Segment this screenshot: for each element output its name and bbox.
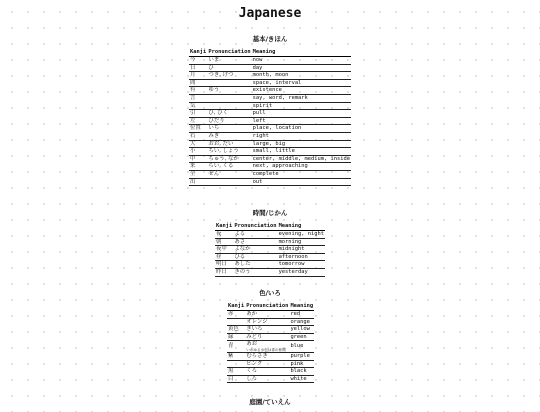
table-row: [227, 341, 314, 353]
kanji-cell: 日: [189, 64, 207, 72]
section-heading: 時間/じかん: [252, 209, 288, 217]
pronunciation-cell: [207, 79, 251, 87]
pronunciation-text: つき, げつ: [208, 72, 234, 79]
meaning-cell: left: [252, 117, 351, 125]
table-row: [189, 125, 351, 133]
meaning-cell: black: [289, 368, 314, 376]
pronunciation-cell: [207, 110, 251, 118]
meaning-cell: space, interval: [252, 79, 351, 87]
kanji-cell: 出: [189, 178, 207, 186]
table-row: [215, 231, 325, 239]
kanji-cell: 位置: [189, 125, 207, 133]
pronunciation-note: いわゆる水色は青の仲間: [246, 347, 286, 352]
table-row: [189, 132, 351, 140]
kanji-cell: 言: [189, 94, 207, 102]
section-heading: 色/いろ: [259, 289, 281, 297]
pronunciation-text: ちい, しょう: [208, 148, 239, 155]
meaning-cell: pull: [252, 110, 351, 118]
pronunciation-cell: [207, 102, 251, 110]
kanji-cell: 有: [189, 87, 207, 95]
table-row: [227, 375, 314, 383]
section-colors: [227, 288, 314, 383]
vocab-table: [189, 49, 351, 186]
kanji-cell: [227, 360, 245, 368]
meaning-cell: large, big: [252, 140, 351, 148]
pronunciation-cell: [233, 231, 277, 239]
table-row: [189, 102, 351, 110]
meaning-cell: now: [252, 57, 351, 65]
meaning-cell: complete: [252, 170, 351, 178]
table-row: [215, 246, 325, 254]
meaning-cell: out: [252, 178, 351, 186]
table-row: [189, 117, 351, 125]
header-pronunciation: Pronunciation: [234, 223, 277, 229]
kanji-cell: 緑: [227, 333, 245, 341]
pronunciation-cell: [245, 360, 289, 368]
pronunciation-cell: [207, 148, 251, 156]
vocab-table: [215, 223, 325, 277]
pronunciation-cell: [233, 268, 277, 276]
pronunciation-cell: [207, 163, 251, 171]
table-row: [189, 148, 351, 156]
table-header-row: [215, 223, 325, 231]
kanji-cell: 気: [189, 102, 207, 110]
kanji-cell: 白: [227, 375, 245, 383]
header-meaning: Meaning: [278, 223, 325, 231]
kanji-cell: 明日: [215, 261, 233, 269]
meaning-cell: existence: [252, 87, 351, 95]
meaning-cell: midnight: [278, 246, 325, 254]
table-row: [189, 163, 351, 171]
kanji-cell: 小: [189, 148, 207, 156]
meaning-cell: evening, night: [278, 231, 324, 237]
kanji-cell: 引: [189, 110, 207, 118]
meaning-cell: orange: [289, 318, 314, 326]
pronunciation-cell: [245, 375, 289, 383]
pronunciation-text: あした: [234, 261, 251, 268]
table-header-row: [227, 303, 314, 311]
pronunciation-cell: [207, 155, 251, 163]
table-row: [227, 360, 314, 368]
meaning-cell: purple: [289, 352, 314, 360]
table-row: [227, 333, 314, 341]
pronunciation-text: よる: [234, 231, 246, 237]
pronunciation-cell: [245, 352, 289, 360]
pronunciation-cell: [207, 57, 251, 65]
vocab-table: [227, 303, 314, 383]
pronunciation-text: らい, くる: [208, 163, 234, 170]
pronunciation-cell: [207, 72, 251, 80]
meaning-cell: red: [289, 311, 314, 319]
section-basics: [189, 34, 351, 186]
page-title: Japanese: [238, 6, 302, 21]
pronunciation-cell: [207, 64, 251, 72]
header-kanji: Kanji: [228, 303, 245, 309]
pronunciation-text: よなか: [234, 246, 251, 253]
kanji-cell: 黒: [227, 368, 245, 376]
pronunciation-text: あか: [246, 311, 258, 317]
meaning-cell: small, little: [252, 148, 351, 156]
meaning-cell: blue: [289, 341, 314, 353]
kanji-cell: 朝: [215, 238, 233, 246]
meaning-cell: yesterday: [278, 268, 325, 276]
meaning-cell: pink: [289, 360, 314, 368]
meaning-cell: afternoon: [278, 253, 325, 261]
meaning-cell: morning: [278, 238, 325, 246]
kanji-cell: 昼: [215, 253, 233, 261]
table-row: [227, 318, 314, 326]
pronunciation-cell: [245, 311, 289, 319]
pronunciation-text: ゆう: [208, 87, 220, 94]
pronunciation-cell: [245, 333, 289, 341]
header-meaning: Meaning: [290, 303, 314, 309]
kanji-cell: 黄色: [227, 326, 245, 334]
pronunciation-cell: [233, 261, 277, 269]
section-time: [215, 208, 325, 277]
pronunciation-cell: [207, 125, 251, 133]
kanji-cell: 赤: [227, 311, 245, 319]
pronunciation-text: ひる: [234, 253, 246, 260]
meaning-cell: yellow: [289, 326, 314, 334]
pronunciation-text: ひ, ひく: [208, 110, 229, 117]
pronunciation-cell: [207, 140, 251, 148]
table-row: [189, 94, 351, 102]
meaning-cell: say, word, remark: [252, 94, 351, 102]
pronunciation-text: ひ: [208, 64, 214, 71]
pronunciation-text: みどり: [246, 333, 263, 340]
kanji-cell: 中: [189, 155, 207, 163]
table-row: [189, 57, 351, 65]
meaning-cell: white: [289, 375, 314, 383]
pronunciation-text: きいろ: [246, 326, 263, 333]
pronunciation-text: ぜん: [208, 170, 220, 177]
kanji-cell: 左: [189, 117, 207, 125]
table-header-row: [189, 49, 351, 57]
kanji-cell: 来: [189, 163, 207, 171]
pronunciation-cell: [207, 117, 251, 125]
pronunciation-cell: [245, 341, 289, 353]
header-pronunciation: Pronunciation: [246, 303, 289, 309]
meaning-cell: next, approaching: [252, 163, 351, 171]
kanji-cell: 昨日: [215, 268, 233, 276]
pronunciation-text: あお: [246, 341, 258, 348]
meaning-cell: place, location: [252, 125, 351, 133]
meaning-cell: spirit: [252, 102, 351, 110]
pronunciation-text: ひだり: [208, 117, 225, 124]
meaning-cell: green: [289, 333, 314, 341]
kanji-cell: [227, 318, 245, 326]
pronunciation-text: いち: [208, 125, 220, 132]
pronunciation-cell: [207, 94, 251, 102]
pronunciation-text: いま: [208, 57, 220, 63]
pronunciation-cell: [245, 326, 289, 334]
table-row: [227, 311, 314, 319]
pronunciation-cell: [207, 178, 251, 186]
table-row: [215, 253, 325, 261]
meaning-cell: center, middle, medium, inside: [252, 155, 350, 162]
pronunciation-text: ちゅう, なか: [208, 155, 239, 162]
table-row: [189, 87, 351, 95]
kanji-cell: 右: [189, 132, 207, 140]
table-row: [189, 155, 351, 163]
kanji-cell: 紫: [227, 352, 245, 360]
pronunciation-cell: [245, 318, 289, 326]
pronunciation-cell: [207, 132, 251, 140]
pronunciation-text: しろ: [246, 375, 258, 382]
table-row: [189, 64, 351, 72]
table-row: [215, 261, 325, 269]
table-row: [189, 79, 351, 87]
pronunciation-text: オレンジ: [246, 318, 268, 325]
pronunciation-cell: [233, 246, 277, 254]
table-row: [215, 238, 325, 246]
table-row: [189, 178, 351, 186]
kanji-cell: 今: [189, 57, 207, 65]
pronunciation-text: ピンク: [246, 360, 263, 367]
pronunciation-cell: [233, 253, 277, 261]
pronunciation-text: みぎ: [208, 132, 220, 139]
kanji-cell: 夜: [215, 231, 233, 239]
meaning-cell: day: [252, 64, 351, 72]
table-row: [227, 368, 314, 376]
section-heading: 基本/きほん: [252, 35, 288, 43]
meaning-cell: month, moon: [252, 72, 351, 80]
header-kanji: Kanji: [216, 223, 233, 229]
pronunciation-cell: [245, 368, 289, 376]
table-row: [227, 326, 314, 334]
meaning-cell: right: [252, 132, 351, 140]
table-row: [227, 352, 314, 360]
section-heading: 庭園/ていえん: [249, 398, 291, 406]
kanji-cell: 大: [189, 140, 207, 148]
pronunciation-text: あさ: [234, 238, 246, 245]
table-row: [189, 110, 351, 118]
kanji-cell: 月: [189, 72, 207, 80]
pronunciation-text: おお, だい: [208, 140, 234, 147]
header-meaning: Meaning: [252, 49, 351, 57]
pronunciation-cell: [207, 87, 251, 95]
table-row: [189, 170, 351, 178]
table-row: [215, 268, 325, 276]
kanji-cell: 間: [189, 79, 207, 87]
pronunciation-cell: [233, 238, 277, 246]
kanji-cell: 青: [227, 341, 245, 353]
meaning-cell: tomorrow: [278, 261, 325, 269]
header-kanji: Kanji: [190, 49, 207, 55]
pronunciation-text: くろ: [246, 368, 258, 375]
pronunciation-text: きのう: [234, 268, 251, 275]
header-pronunciation: Pronunciation: [208, 49, 251, 55]
table-row: [189, 140, 351, 148]
kanji-cell: 夜中: [215, 246, 233, 254]
pronunciation-text: むらさき: [246, 352, 268, 359]
kanji-cell: 全: [189, 170, 207, 178]
pronunciation-cell: [207, 170, 251, 178]
table-row: [189, 72, 351, 80]
